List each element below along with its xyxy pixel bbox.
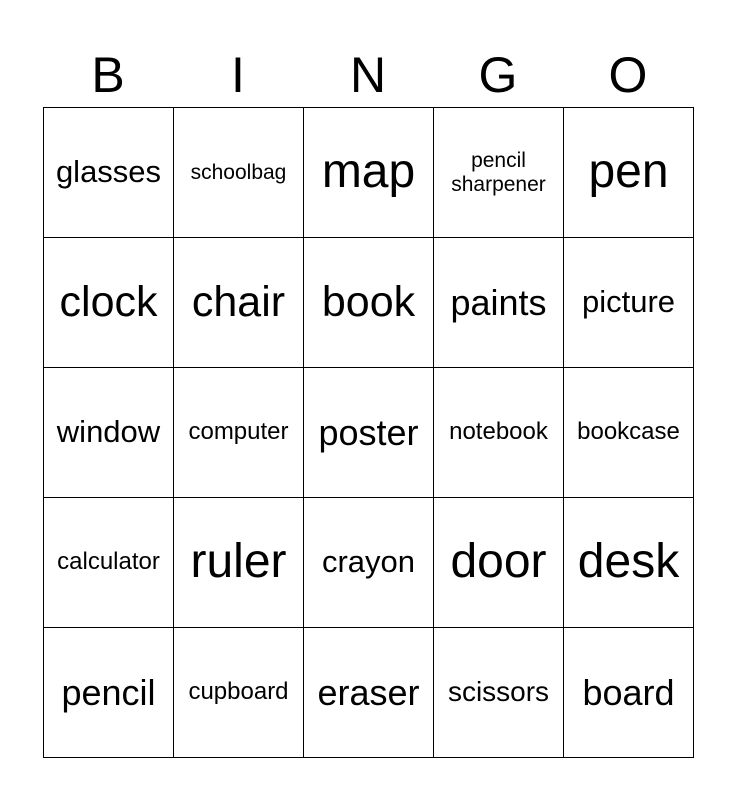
cell-word: eraser	[317, 671, 420, 713]
bingo-cell[interactable]	[174, 368, 304, 498]
cell-word: picture	[581, 284, 676, 320]
header-letter-g: G	[478, 47, 518, 103]
bingo-header	[43, 44, 693, 106]
board-row	[44, 238, 694, 368]
cell-word: calculator	[57, 548, 160, 576]
bingo-cell[interactable]	[564, 108, 694, 238]
bingo-cell[interactable]	[44, 368, 174, 498]
cell-word: cupboard	[188, 678, 289, 706]
bingo-cell[interactable]	[564, 238, 694, 368]
cell-word: board	[582, 671, 675, 713]
header-letter-i: I	[231, 47, 245, 103]
bingo-cell[interactable]	[174, 108, 304, 238]
bingo-cell[interactable]	[564, 628, 694, 758]
bingo-cell[interactable]	[174, 238, 304, 368]
bingo-cell[interactable]	[434, 628, 564, 758]
cell-word: bookcase	[577, 418, 680, 446]
bingo-cell[interactable]	[44, 628, 174, 758]
cell-word: computer	[188, 418, 289, 446]
bingo-cell[interactable]	[304, 498, 434, 628]
cell-word	[451, 149, 546, 195]
bingo-cell[interactable]	[434, 368, 564, 498]
bingo-cell[interactable]	[564, 498, 694, 628]
board-row	[44, 628, 694, 758]
cell-word: notebook	[449, 418, 548, 446]
cell-word: window	[56, 414, 161, 450]
cell-word: pencil	[61, 671, 156, 713]
cell-word: map	[321, 145, 416, 199]
cell-word-line: pencil sharpener	[451, 149, 546, 196]
board-row	[44, 108, 694, 238]
cell-word: book	[321, 277, 416, 326]
bingo-cell[interactable]	[44, 108, 174, 238]
bingo-cell[interactable]	[174, 628, 304, 758]
cell-word: clock	[59, 277, 158, 326]
board-row	[44, 368, 694, 498]
cell-word: scissors	[447, 676, 550, 708]
bingo-cell[interactable]	[44, 498, 174, 628]
cell-word: pen	[588, 145, 669, 199]
bingo-cell[interactable]	[44, 238, 174, 368]
cell-word: glasses	[55, 154, 162, 190]
header-letter-o: O	[608, 47, 648, 103]
bingo-cell[interactable]	[434, 238, 564, 368]
cell-word: desk	[577, 535, 680, 589]
cell-word: schoolbag	[190, 160, 287, 184]
cell-word: poster	[318, 411, 419, 453]
cell-word: paints	[450, 281, 547, 323]
cell-word: ruler	[190, 535, 287, 589]
header-letter-n: N	[349, 47, 387, 103]
cell-word: door	[450, 535, 547, 589]
bingo-board	[43, 107, 694, 758]
bingo-cell[interactable]	[304, 368, 434, 498]
bingo-cell[interactable]	[304, 108, 434, 238]
bingo-cell[interactable]	[304, 628, 434, 758]
cell-word: chair	[191, 277, 286, 326]
board-row	[44, 498, 694, 628]
bingo-cell[interactable]	[434, 108, 564, 238]
bingo-cell[interactable]	[434, 498, 564, 628]
bingo-cell[interactable]	[304, 238, 434, 368]
cell-word: crayon	[321, 544, 416, 580]
bingo-cell[interactable]	[564, 368, 694, 498]
header-letter-b: B	[91, 47, 125, 103]
bingo-cell[interactable]	[174, 498, 304, 628]
